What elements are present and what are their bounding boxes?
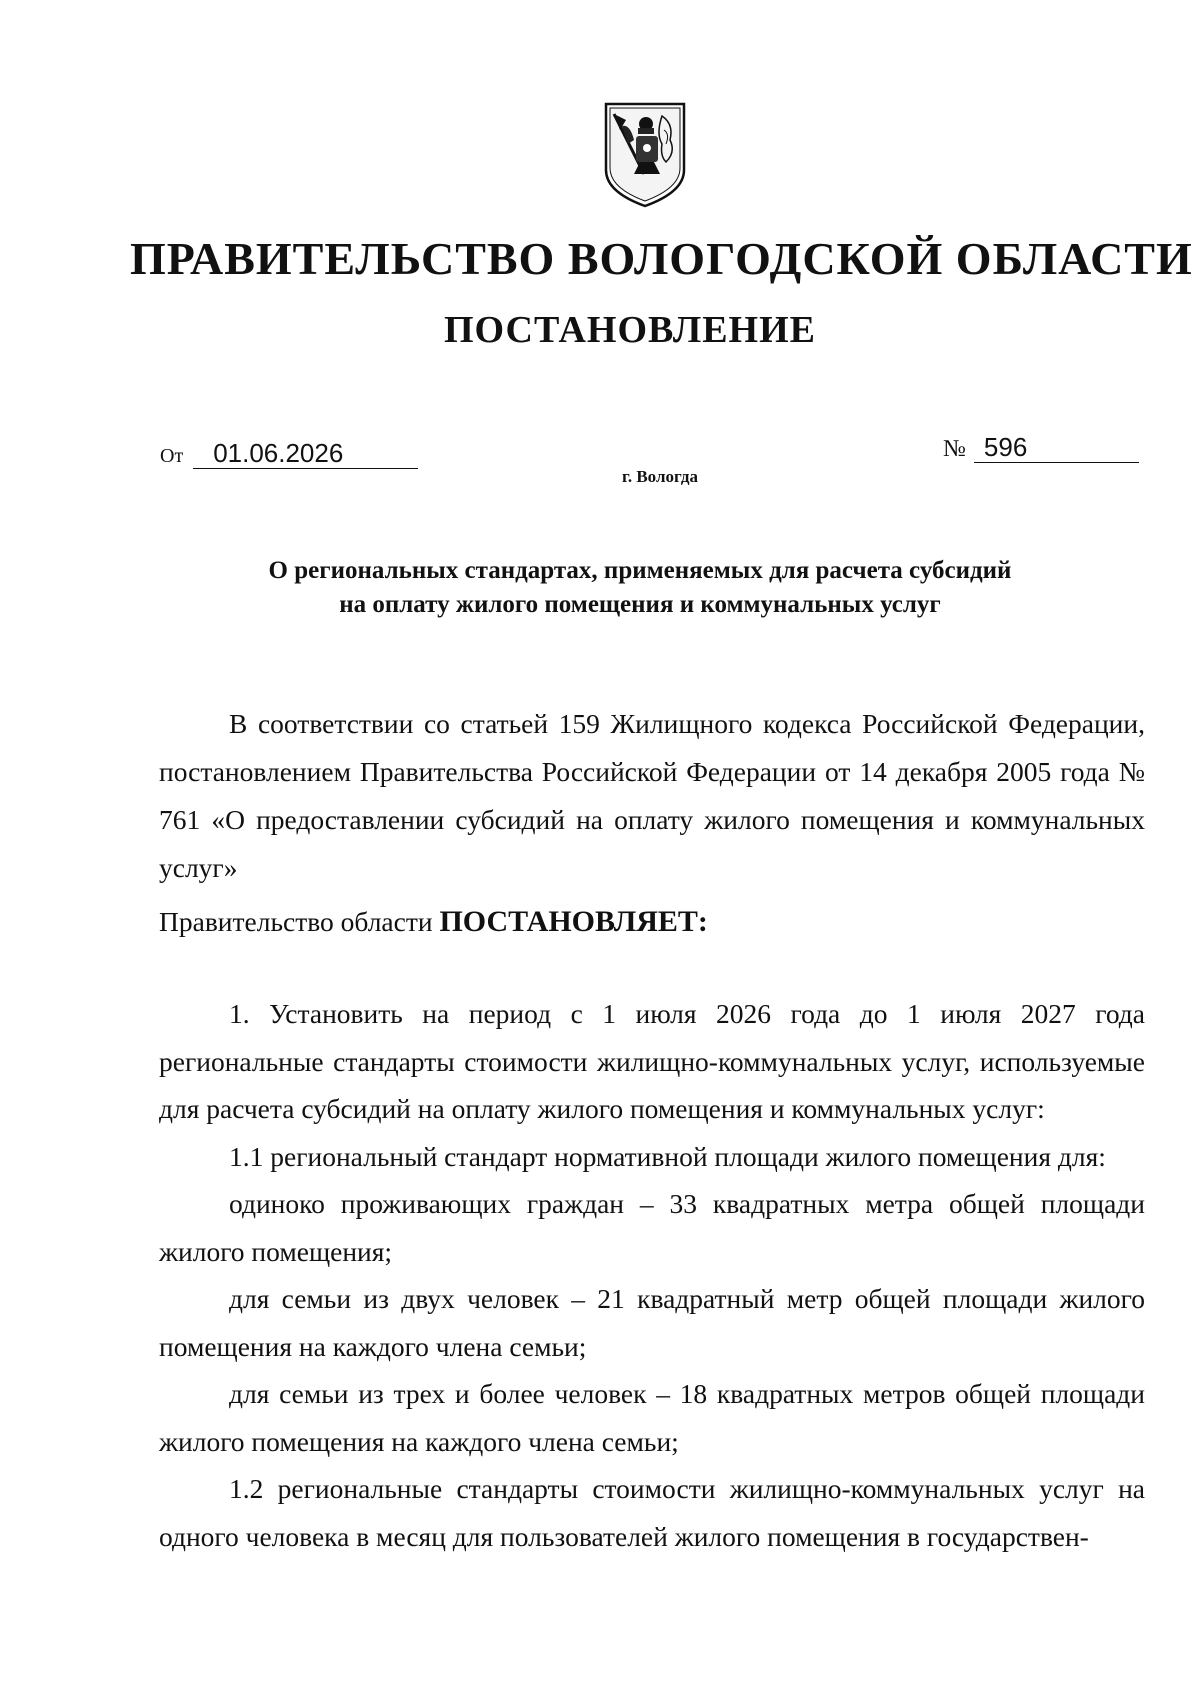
decree-prefix: Правительство области	[159, 906, 440, 937]
document-type: ПОСТАНОВЛЕНИЕ	[443, 309, 817, 351]
resolution-item: 1. Установить на период с 1 июля 2026 года до 1 июля 2027 года региональные стандарты стоимости жилищно-коммунальных услуг, используемые для расчета субсидий на оплату жилого помещения и коммунальных услуг:	[159, 998, 1145, 1124]
resolution-item: для семьи из трех и более человек – 18 квадратных метров общей площади жилого помещения на каждого члена семьи;	[159, 1378, 1145, 1457]
decree-paragraph	[159, 898, 1145, 946]
decree-line	[159, 898, 1145, 946]
subject-line-1: О региональных стандартах, применяемых для расчета субсидий	[268, 557, 1012, 584]
number-prefix: №	[943, 436, 966, 462]
resolution-items	[159, 990, 1145, 1560]
preamble	[159, 700, 1145, 892]
date-value: 01.06.2026	[193, 438, 418, 469]
resolution-item: одиноко проживающих граждан – 33 квадратных метра общей площади жилого помещения;	[159, 1188, 1145, 1267]
preamble-paragraph: В соответствии со статьей 159 Жилищного кодекса Российской Федерации, постановлением Правительства Российской Федерации от 14 декабря 2005 года № 761 «О предоставлении субсидий на оплату жилого помещения и коммунальных услуг»	[159, 708, 1145, 883]
document-date	[160, 438, 418, 469]
document-subject	[160, 554, 1120, 622]
city-label: г. Вологда	[622, 467, 698, 486]
decree-word: ПОСТАНОВЛЯЕТ:	[439, 905, 708, 938]
subject-line-2: на оплату жилого помещения и коммунальных услуг	[339, 591, 941, 618]
resolution-item: 1.2 региональные стандарты стоимости жилищно-коммунальных услуг на одного человека в месяц для пользователей жилого помещения в государствен-	[159, 1473, 1145, 1552]
resolution-item: для семьи из двух человек – 21 квадратный метр общей площади жилого помещения на каждого члена семьи;	[159, 1283, 1145, 1362]
number-value: 596	[974, 432, 1139, 463]
organization-title: ПРАВИТЕЛЬСТВО ВОЛОГОДСКОЙ ОБЛАСТИ	[130, 233, 1193, 284]
resolution-item: 1.1 региональный стандарт нормативной площади жилого помещения для:	[229, 1140, 1106, 1172]
document-number	[943, 432, 1139, 463]
coat-of-arms-icon	[600, 100, 690, 210]
date-prefix: От	[160, 445, 184, 467]
